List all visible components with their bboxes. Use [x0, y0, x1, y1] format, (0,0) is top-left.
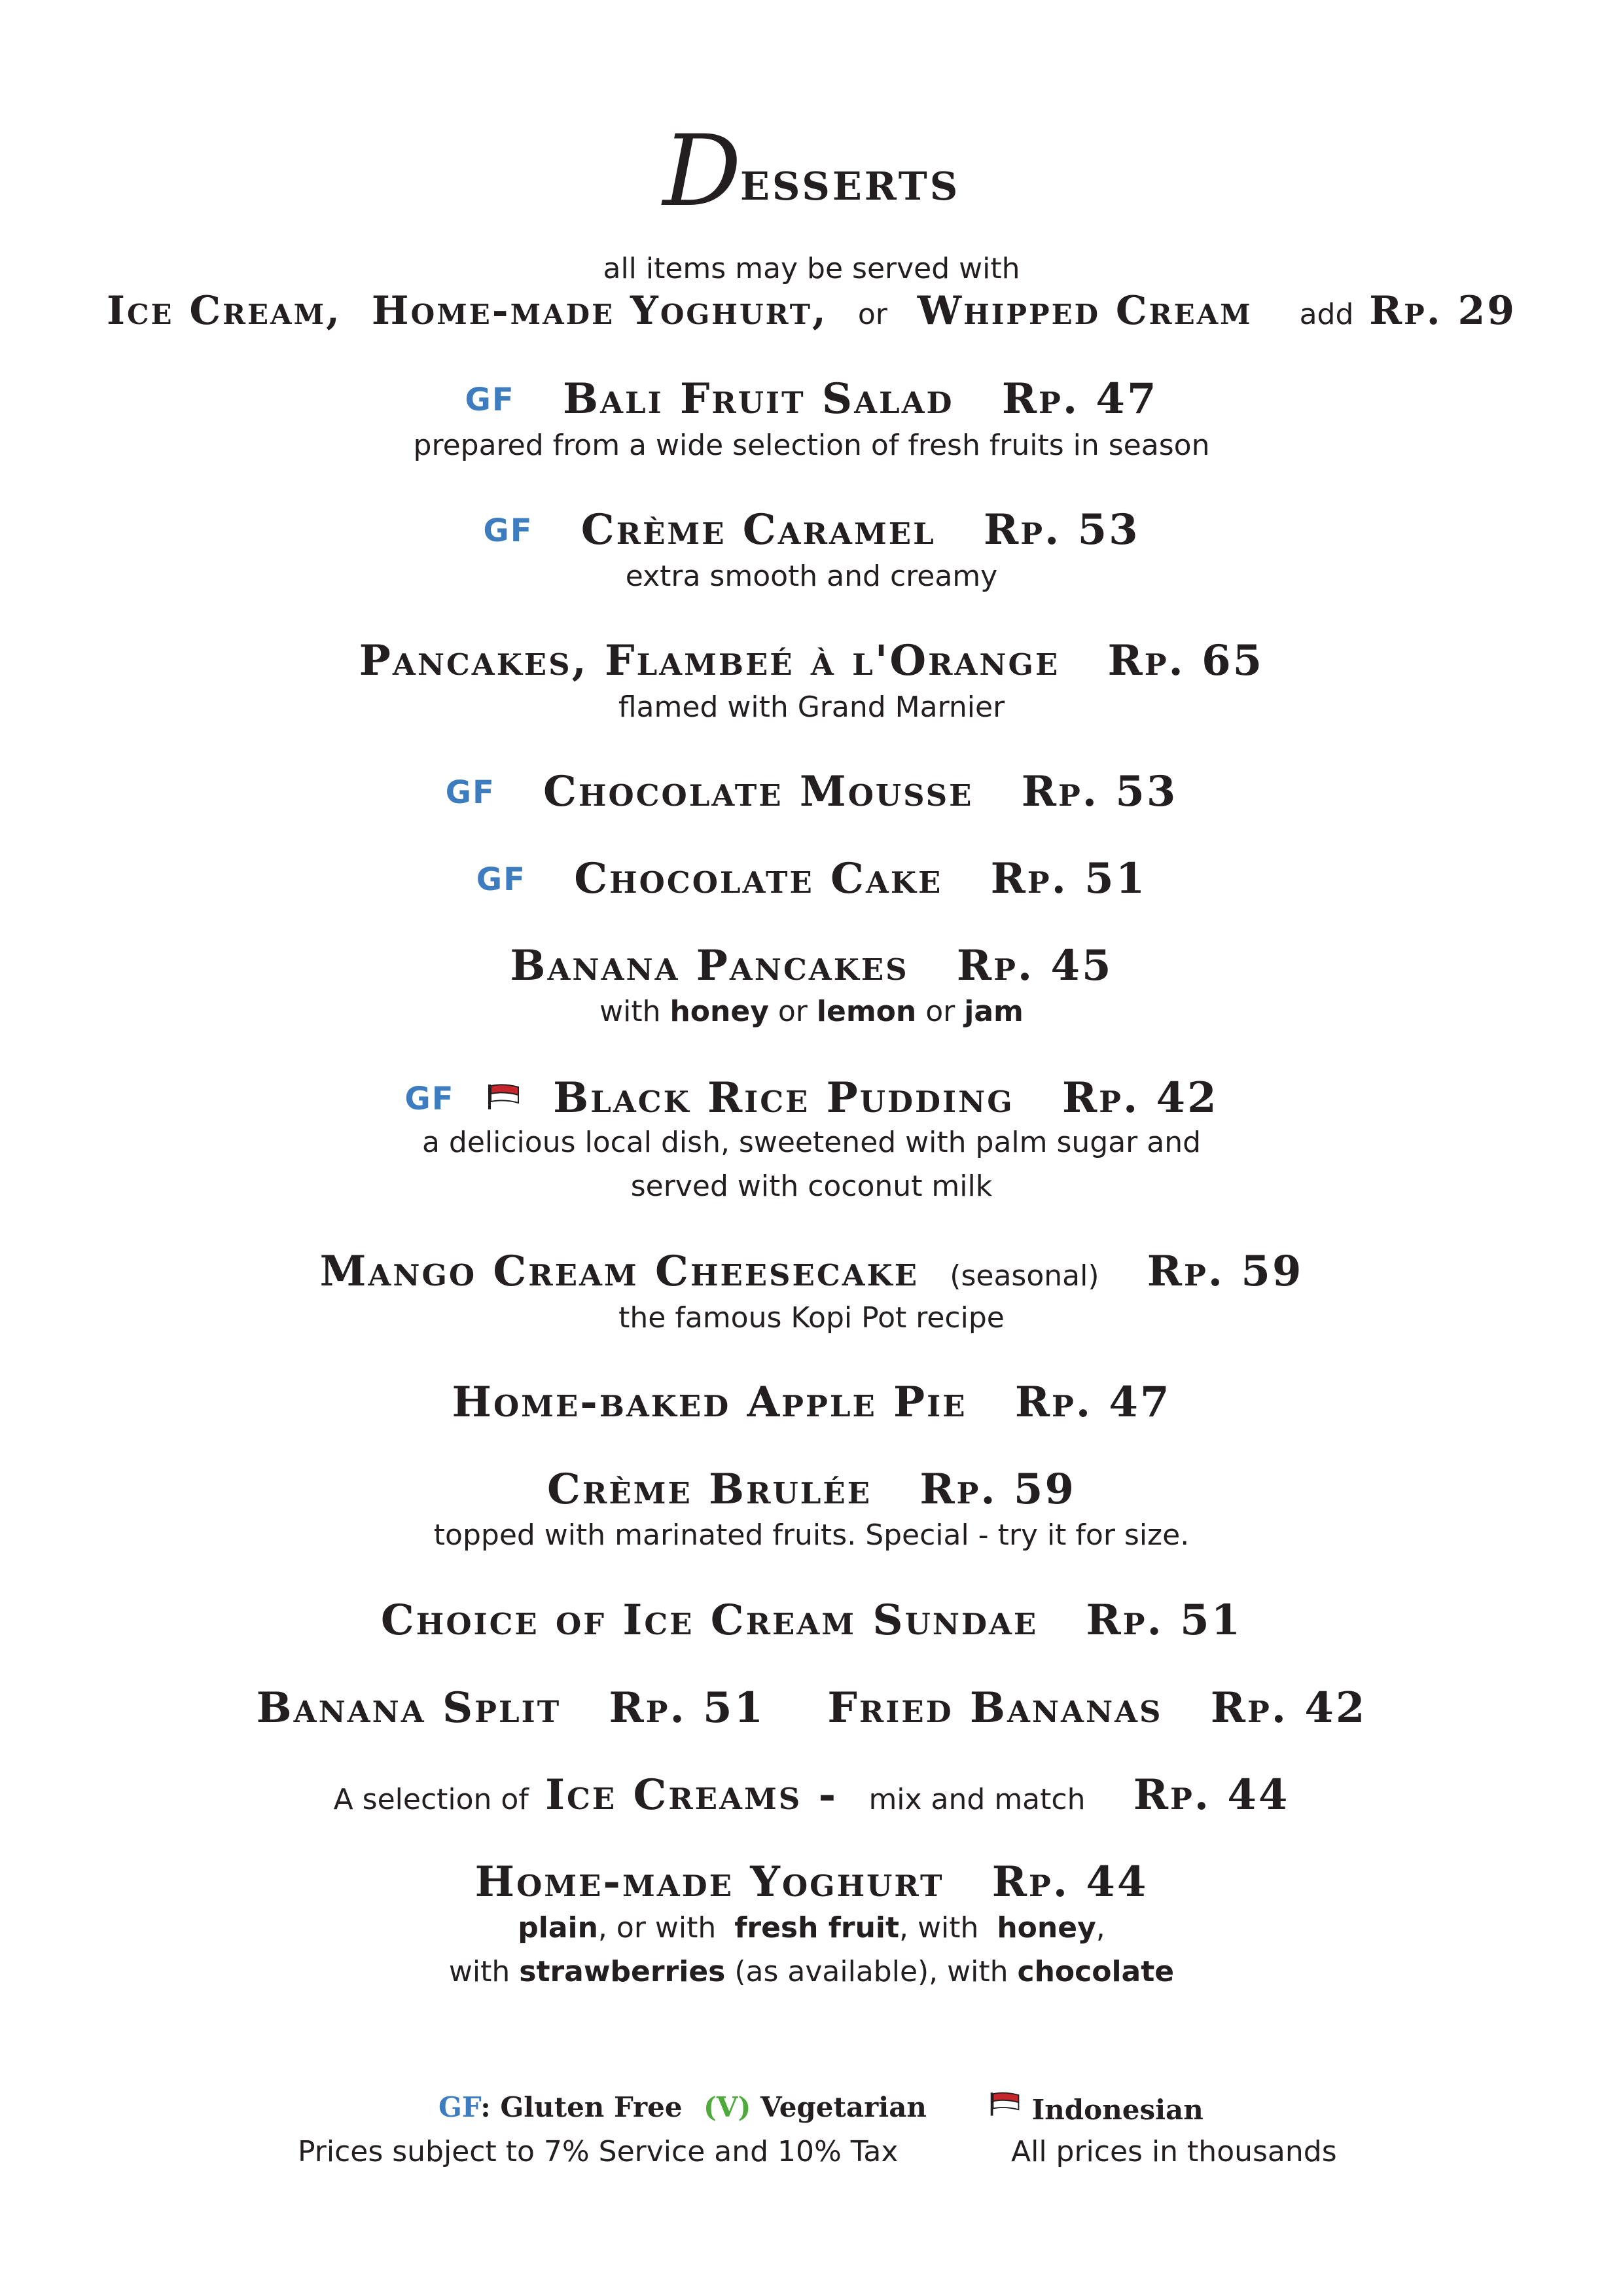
menu-item-title: [0, 1072, 1623, 1122]
menu-item-title: [0, 1596, 1623, 1645]
serve-intro: all items may be served with: [603, 252, 1020, 285]
item-name: Banana Split: [256, 1683, 562, 1732]
item-price: Rp. 44: [1133, 1770, 1290, 1820]
title-rest: esserts: [740, 148, 961, 213]
item-price: Rp. 65: [1107, 636, 1264, 685]
menu-item-title: [0, 1683, 1623, 1732]
menu-item-title: [0, 1378, 1623, 1427]
item-description: a delicious local dish, sweetened with palm sugar and: [421, 1126, 1202, 1159]
item-price: Rp. 59: [919, 1465, 1076, 1514]
desc-option-strawberries: strawberries: [519, 1955, 726, 1988]
item-name: Black Rice Pudding: [553, 1073, 1014, 1122]
item-price: Rp. 42: [1061, 1073, 1219, 1122]
option-yoghurt: Home-made Yoghurt,: [371, 288, 828, 334]
item-description: [0, 995, 1623, 1028]
desc-text: (as available), with: [734, 1955, 1008, 1988]
item-name: Banana Pancakes: [510, 941, 909, 990]
legend-vegetarian: [704, 2091, 927, 2123]
desc-text: , or with: [597, 1911, 717, 1945]
desc-option-jam: jam: [964, 995, 1024, 1028]
gf-badge: GF: [483, 512, 533, 549]
item-description-2: [0, 1955, 1623, 1988]
option-add: add: [1299, 298, 1354, 331]
menu-item-title: [0, 854, 1623, 903]
item-name: Bali Fruit Salad: [562, 374, 954, 423]
desc-option-honey: honey: [669, 995, 769, 1028]
item-name: Mango Cream Cheesecake: [319, 1247, 919, 1296]
option-whipped-cream: Whipped Cream: [917, 288, 1253, 334]
gf-badge: GF: [476, 861, 526, 898]
legend-gluten-free: [438, 2091, 683, 2123]
item-price: Rp. 59: [1147, 1247, 1304, 1296]
item-price: Rp. 47: [1001, 374, 1158, 423]
legend-v-label: Vegetarian: [760, 2091, 927, 2123]
footer-price-note: All prices in thousands: [1011, 2135, 1337, 2168]
desc-text: or: [925, 995, 955, 1028]
item-description-2: served with coconut milk: [630, 1170, 993, 1203]
item-price: Rp. 47: [1014, 1378, 1171, 1427]
desc-option-chocolate: chocolate: [1017, 1955, 1175, 1988]
page-title: [0, 115, 1623, 228]
desc-option-honey: honey: [997, 1911, 1096, 1945]
menu-item-title: [0, 1247, 1623, 1296]
item-description: [0, 1911, 1623, 1945]
menu-item-title: [0, 374, 1623, 423]
legend-indonesian: [988, 2089, 1204, 2126]
item-name: Home-made Yoghurt: [474, 1857, 944, 1907]
item-name: Chocolate Mousse: [543, 767, 974, 816]
desc-text: with: [448, 1955, 510, 1988]
gf-badge: GF: [404, 1081, 455, 1117]
menu-item-title: [0, 1465, 1623, 1514]
item-price: Rp. 51: [1086, 1596, 1243, 1645]
legend-gf-label: : Gluten Free: [480, 2091, 683, 2123]
desc-text: ,: [1096, 1911, 1105, 1945]
item-price: Rp. 53: [1021, 767, 1178, 816]
legend-v-code: (V): [704, 2091, 751, 2123]
desc-text: , with: [899, 1911, 979, 1945]
item-description: flamed with Grand Marnier: [618, 691, 1005, 724]
desc-option-plain: plain: [518, 1911, 598, 1945]
legend-indonesian-label: Indonesian: [1031, 2094, 1204, 2126]
indonesian-flag-icon: [988, 2089, 1022, 2125]
item-name: Choice of Ice Cream Sundae: [380, 1596, 1039, 1645]
item-description: topped with marinated fruits. Special - try it for size.: [433, 1518, 1190, 1552]
option-or: or: [857, 298, 887, 331]
title-initial: D: [662, 115, 744, 228]
item-description: extra smooth and creamy: [625, 560, 998, 593]
menu-item-title: [0, 941, 1623, 990]
option-ice-cream: Ice Cream,: [106, 288, 342, 334]
gf-badge: GF: [465, 382, 515, 418]
legend-gf-code: GF: [438, 2091, 481, 2123]
gf-badge: GF: [445, 774, 495, 811]
desc-option-fresh-fruit: fresh fruit: [734, 1911, 900, 1945]
item-price: Rp. 53: [984, 505, 1140, 554]
desc-option-lemon: lemon: [816, 995, 917, 1028]
item-post: mix and match: [868, 1783, 1086, 1816]
footer-tax-note: Prices subject to 7% Service and 10% Tax: [298, 2135, 899, 2168]
item-price: Rp. 44: [991, 1857, 1149, 1907]
menu-item-title: [0, 767, 1623, 816]
item-price: Rp. 51: [990, 854, 1147, 903]
item-price: Rp. 45: [956, 941, 1113, 990]
desc-text: or: [777, 995, 808, 1028]
item-price-2: Rp. 42: [1210, 1683, 1367, 1732]
option-price: Rp. 29: [1369, 288, 1516, 334]
menu-item-title: [0, 636, 1623, 685]
item-name-2: Fried Bananas: [827, 1683, 1163, 1732]
item-note: (seasonal): [950, 1259, 1099, 1293]
item-name: Ice Creams -: [545, 1770, 838, 1820]
item-description: prepared from a wide selection of fresh fruits in season: [413, 429, 1210, 462]
menu-item-title: [0, 1857, 1623, 1907]
item-pre: A selection of: [333, 1783, 529, 1816]
serve-options: [0, 288, 1623, 334]
item-name: Chocolate Cake: [574, 854, 943, 903]
item-name: Pancakes, Flambeé à l'Orange: [359, 636, 1060, 685]
item-price: Rp. 51: [609, 1683, 766, 1732]
desc-text: with: [599, 995, 661, 1028]
menu-item-title: [0, 1770, 1623, 1820]
item-name: Home-baked Apple Pie: [452, 1378, 967, 1427]
indonesian-flag-icon: [486, 1072, 522, 1121]
item-name: Crème Brulée: [547, 1465, 872, 1514]
item-description: the famous Kopi Pot recipe: [618, 1301, 1005, 1335]
menu-item-title: [0, 505, 1623, 554]
item-name: Crème Caramel: [580, 505, 936, 554]
